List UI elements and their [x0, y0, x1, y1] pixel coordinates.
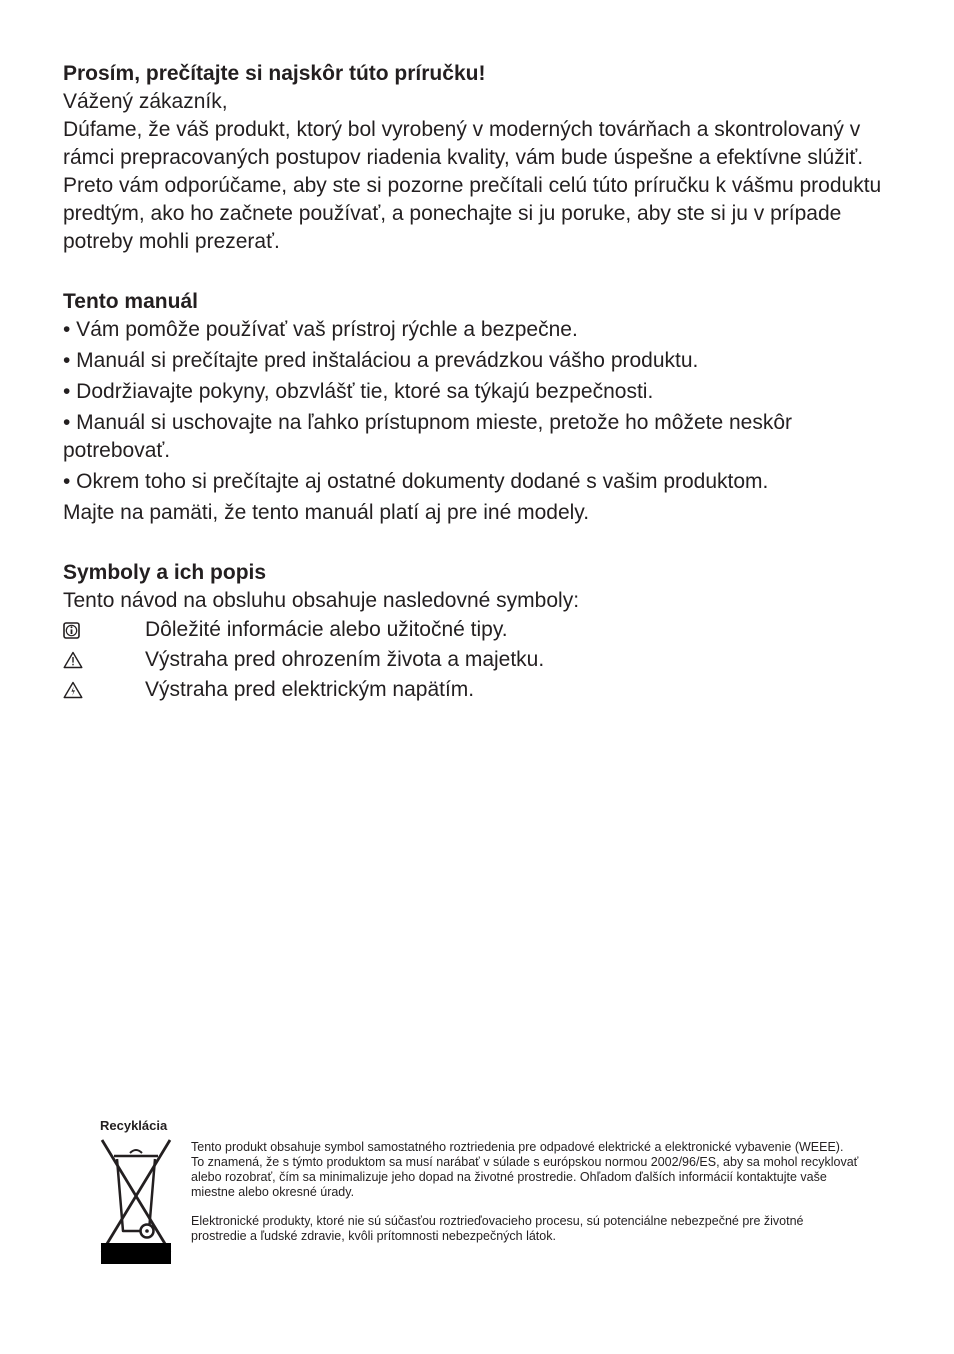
- manual-heading: Tento manuál: [63, 290, 198, 313]
- manual-bullet: • Vám pomôže používať vaš prístroj rýchle a bezpečne.: [63, 318, 578, 341]
- symbol-description: Výstraha pred ohrozením života a majetku.: [145, 648, 545, 671]
- symbol-row: [63, 615, 893, 645]
- warning-triangle-icon: [63, 651, 145, 669]
- info-icon: [63, 622, 145, 639]
- recycling-paragraph: To znamená, že s týmto produktom sa musí narábať v súlade s európskou normou 2002/96/ES, aby sa mohol recyklovať alebo rozobrať, čím sa minimalizuje jeho dopad na životné prostredie. Ohľadom ďalších informácií kontaktujte vaše miestne alebo okresné úrady.: [191, 1155, 859, 1199]
- intro-section: [63, 60, 893, 256]
- symbols-heading: Symboly a ich popis: [63, 561, 267, 584]
- manual-bullet: • Okrem toho si prečítajte aj ostatné dokumenty dodané s vašim produktom.: [63, 470, 769, 493]
- recycling-text: [191, 1139, 860, 1270]
- symbol-row: [63, 645, 893, 675]
- manual-section: [63, 288, 893, 527]
- electric-warning-icon: [63, 681, 145, 699]
- intro-heading: Prosím, prečítajte si najskôr túto príručku!: [63, 62, 486, 85]
- manual-bullet: • Manuál si uschovajte na ľahko prístupnom mieste, pretože ho môžete neskôr potrebovať.: [63, 411, 793, 462]
- symbols-section: [63, 559, 893, 705]
- manual-bullet: • Dodržiavajte pokyny, obzvlášť tie, ktoré sa týkajú bezpečnosti.: [63, 380, 654, 403]
- intro-paragraph-2: Preto vám odporúčame, aby ste si pozorne prečítali celú túto príručku k vášmu produktu predtým, ako ho začnete používať, a ponechajte si ju poruke, aby ste si ju v prípade potreby mohli prezerať.: [63, 174, 882, 253]
- recycling-paragraph: Elektronické produkty, ktoré nie sú súčasťou roztrieďovacieho procesu, sú potenciálne nebezpečné pre životné prostredie a ľudské zdravie, kvôli prítomnosti nebezpečných látok.: [191, 1214, 804, 1243]
- recycling-paragraph: Tento produkt obsahuje symbol samostatného roztriedenia pre odpadové elektrické a elektronické vybavenie (WEEE).: [191, 1140, 844, 1154]
- recycling-heading: Recyklácia: [100, 1118, 168, 1133]
- manual-page: [63, 60, 893, 705]
- manual-note: Majte na pamäti, že tento manuál platí aj pre iné modely.: [63, 501, 590, 524]
- symbols-intro: Tento návod na obsluhu obsahuje nasledovné symboly:: [63, 589, 580, 612]
- symbol-description: Dôležité informácie alebo užitočné tipy.: [145, 618, 508, 641]
- manual-bullet: • Manuál si prečítajte pred inštaláciou a prevádzkou vášho produktu.: [63, 349, 699, 372]
- intro-paragraph-1: Dúfame, že váš produkt, ktorý bol vyrobený v moderných továrňach a skontrolovaný v rámci prepracovaných postupov riadenia kvality, vám bude úspešne a efektívne slúžiť.: [63, 118, 864, 169]
- recycling-section: [100, 1118, 860, 1270]
- greeting: Vážený zákazník,: [63, 90, 228, 113]
- weee-crossed-bin-icon: [100, 1139, 191, 1270]
- symbol-row: [63, 675, 893, 705]
- symbol-description: Výstraha pred elektrickým napätím.: [145, 678, 475, 701]
